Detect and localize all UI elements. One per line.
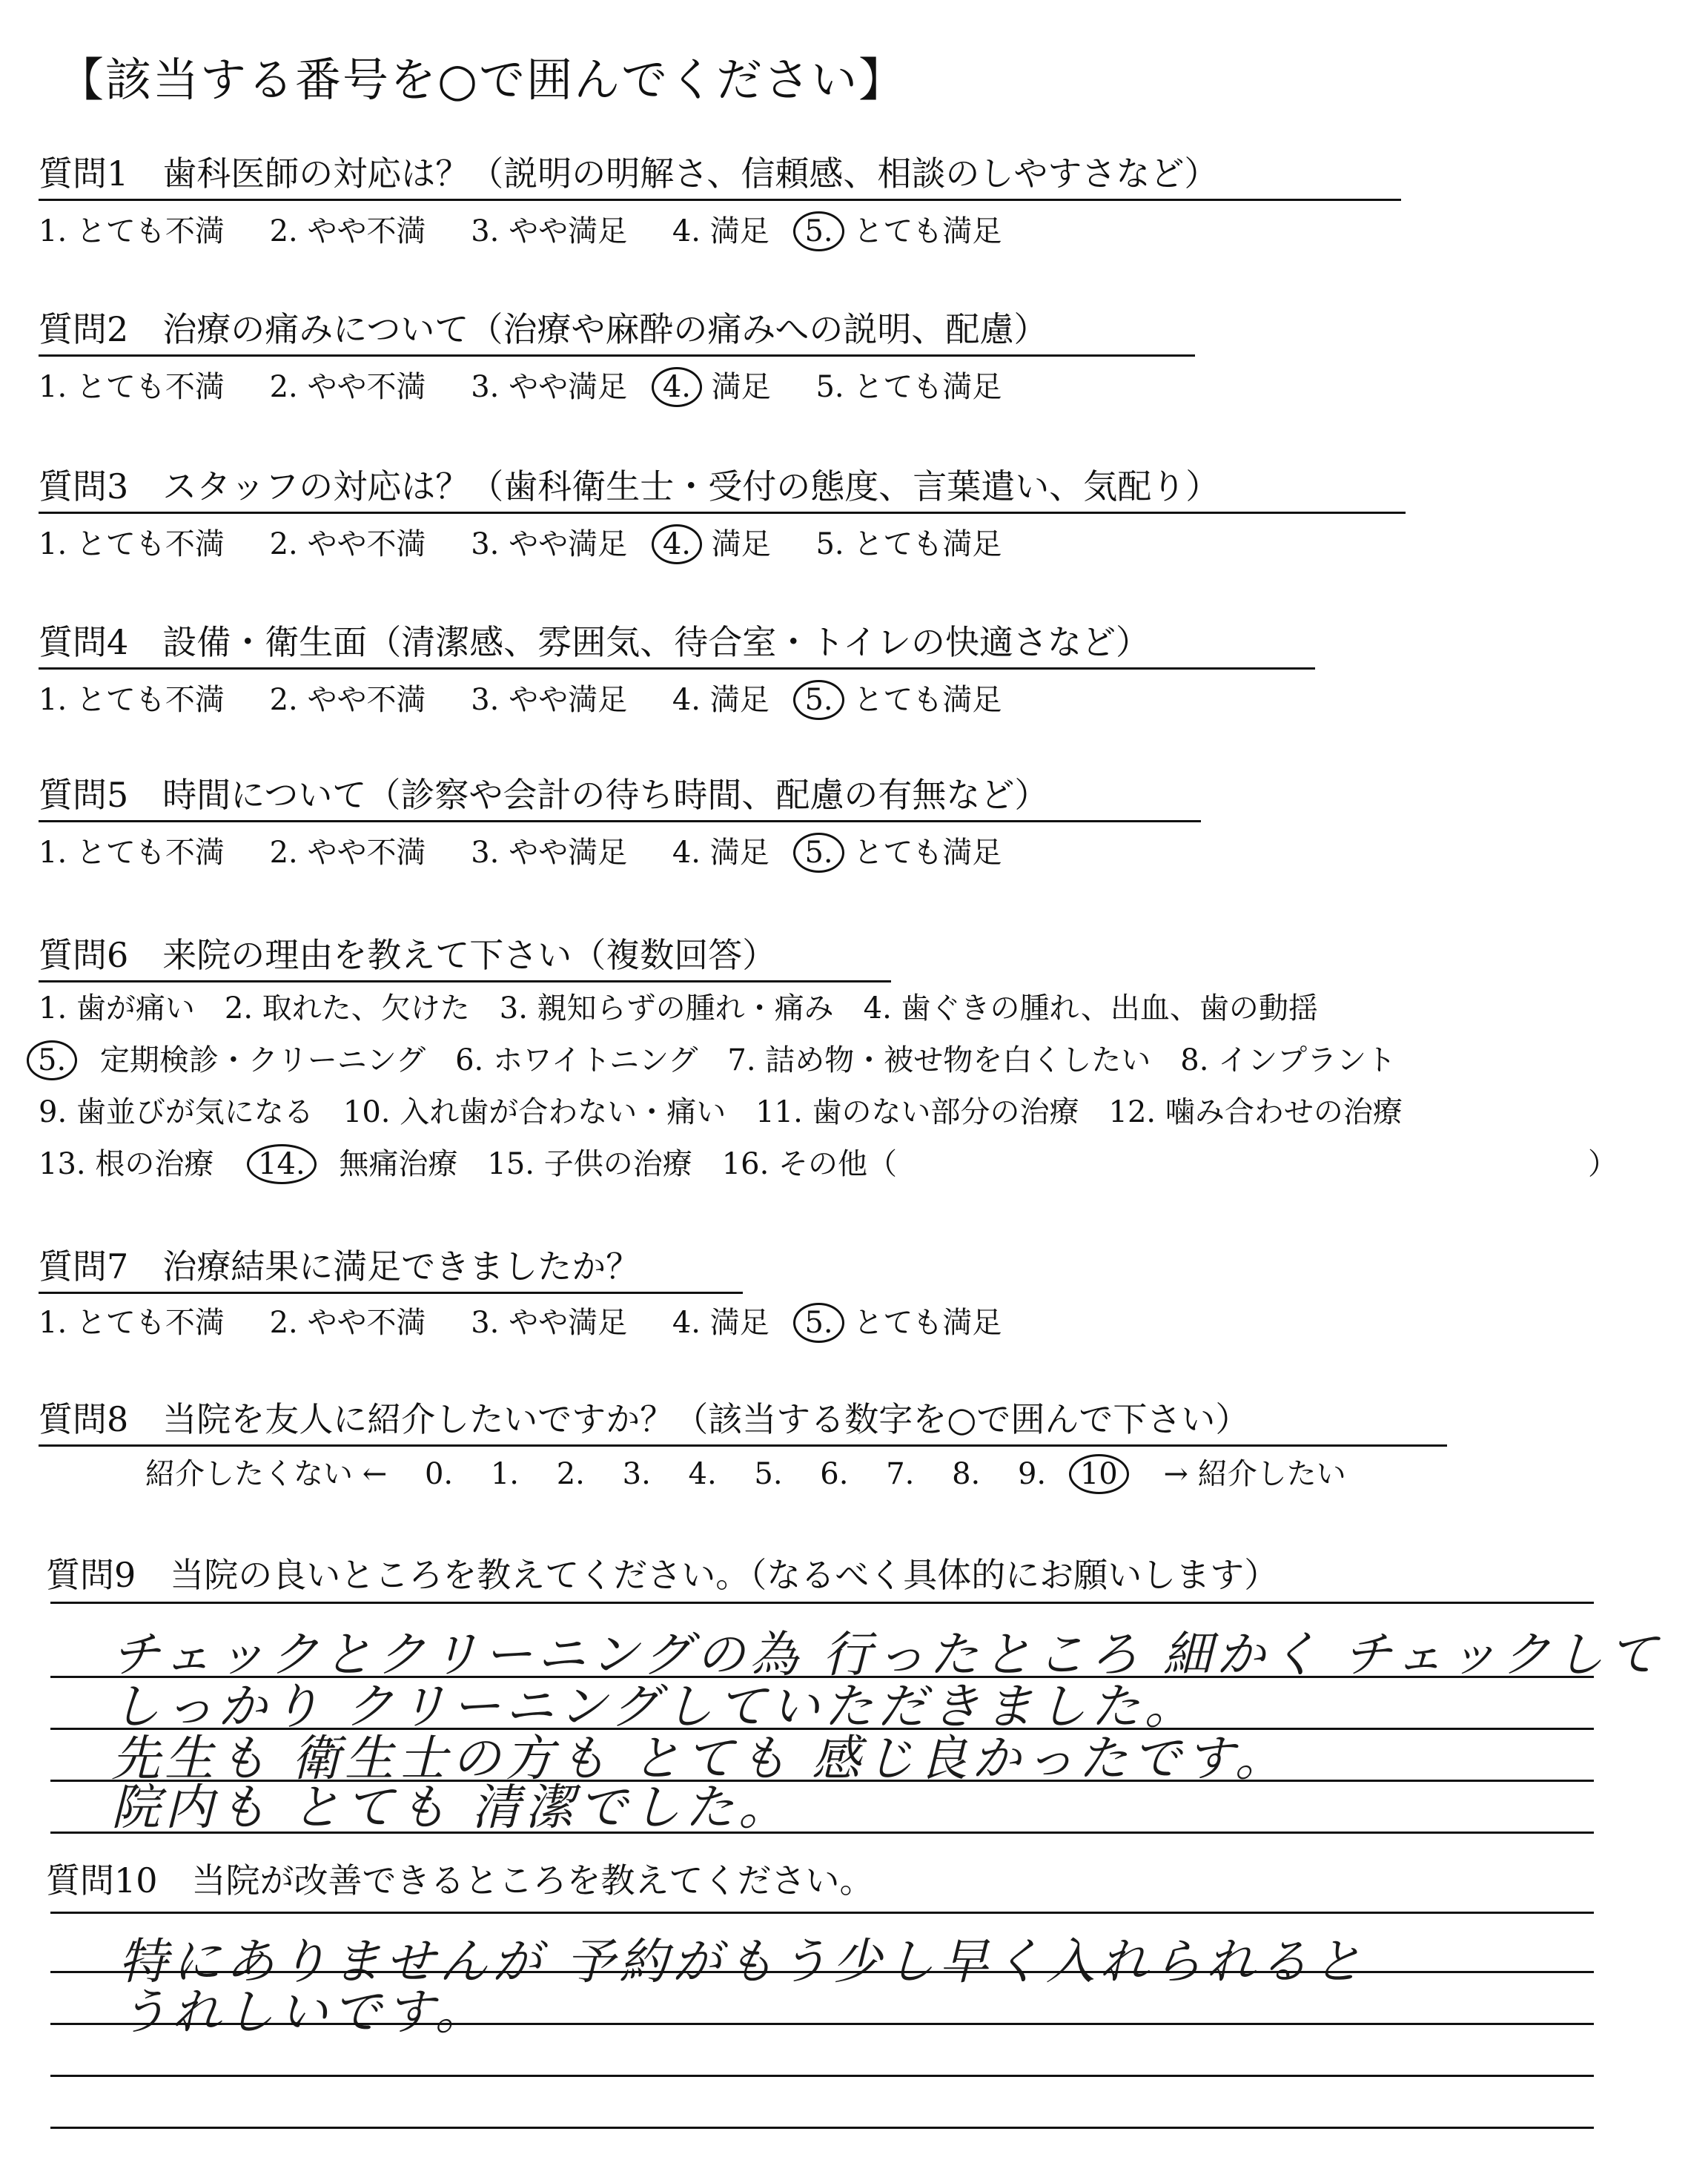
q2-choice-2[interactable]: 2. やや不満 (269, 370, 426, 404)
question-7-choices (39, 1299, 1002, 1343)
q5-choice-5-circled[interactable]: 5. (793, 833, 844, 873)
q3-choice-4-circled[interactable]: 4. (652, 524, 702, 564)
q2-choice-5[interactable]: 5. とても満足 (815, 370, 1002, 404)
question-7-underline (39, 1292, 743, 1294)
question-6-title: 質問6 来院の理由を教えて下さい（複数回答） (39, 935, 777, 975)
q9-answer-line-2: しっかり クリーニングしていただきました。 (111, 1678, 1198, 1735)
question-1-choices (39, 208, 1002, 251)
question-5-underline (39, 820, 1201, 822)
q8-scale-5[interactable]: 5. (754, 1457, 783, 1491)
q9-answer-line-3: 先生も 衛生士の方も とても 感じ良かったです。 (111, 1730, 1288, 1787)
q8-scale-2[interactable]: 2. (556, 1457, 585, 1491)
question-7-title: 質問7 治療結果に満足できましたか？ (39, 1246, 640, 1287)
question-1-underline (39, 199, 1401, 201)
question-1-title: 質問1 歯科医師の対応は？（説明の明解さ、信頼感、相談のしやすさなど） (39, 153, 1219, 194)
question-6-underline (39, 980, 891, 982)
question-2-choices (39, 363, 1002, 407)
q2-choice-4-circled[interactable]: 4. (652, 367, 702, 407)
q9-answer-line-1: チェックとクリーニングの為 行ったところ 細かく チェックして (111, 1626, 1662, 1683)
q8-right-label: → 紹介したい (1163, 1457, 1346, 1491)
q8-scale-1[interactable]: 1. (490, 1457, 520, 1491)
question-2-title: 質問2 治療の痛みについて（治療や麻酔の痛みへの説明、配慮） (39, 309, 1048, 349)
q9-answer-rule-5 (50, 1832, 1594, 1834)
q1-choice-4[interactable]: 4. 満足 (672, 214, 769, 248)
q4-choice-4[interactable]: 4. 満足 (672, 683, 769, 717)
q10-answer-line-2: うれしいです。 (119, 1984, 489, 2041)
q8-scale-4[interactable]: 4. (688, 1457, 717, 1491)
question-5-choices (39, 829, 1002, 873)
q8-scale-10-circled[interactable]: 10 (1069, 1454, 1129, 1494)
q1-choice-5-label: とても満足 (853, 214, 1002, 248)
q6-row-2-rest[interactable]: 定期検診・クリーニング 6. ホワイトニング 7. 詰め物・被せ物を白くしたい 8. インプラント (99, 1043, 1397, 1077)
q10-answer-rule-5 (50, 2127, 1594, 2129)
question-3-underline (39, 512, 1406, 514)
question-6-row-4 (39, 1140, 897, 1184)
q10-answer-rule-4 (50, 2075, 1594, 2077)
question-9-title: 質問9 当院の良いところを教えてください。（なるべく具体的にお願いします） (46, 1555, 1279, 1595)
question-4-underline (39, 667, 1315, 670)
q6-other-close-paren: ） (1588, 1147, 1618, 1181)
q7-choice-2[interactable]: 2. やや不満 (269, 1306, 426, 1340)
question-8-title: 質問8 当院を友人に紹介したいですか？（該当する数字を○で囲んで下さい） (39, 1399, 1250, 1439)
question-3-title: 質問3 スタッフの対応は？（歯科衛生士・受付の態度、言葉遣い、気配り） (39, 466, 1220, 506)
q8-scale-6[interactable]: 6. (820, 1457, 849, 1491)
question-2-underline (39, 354, 1195, 357)
q5-choice-1[interactable]: 1. とても不満 (39, 836, 225, 870)
question-10-title: 質問10 当院が改善できるところを教えてください。 (46, 1860, 874, 1900)
q7-choice-5-label: とても満足 (853, 1306, 1002, 1340)
q2-choice-1[interactable]: 1. とても不満 (39, 370, 225, 404)
q3-choice-1[interactable]: 1. とても不満 (39, 527, 225, 561)
question-8-underline (39, 1444, 1447, 1447)
q6-choice-5-circled[interactable]: 5. (27, 1040, 77, 1080)
question-8-scale (145, 1450, 1346, 1494)
q6-choice-13[interactable]: 13. 根の治療 (39, 1147, 214, 1181)
q5-choice-3[interactable]: 3. やや満足 (471, 836, 628, 870)
q4-choice-3[interactable]: 3. やや満足 (471, 683, 628, 717)
q4-choice-1[interactable]: 1. とても不満 (39, 683, 225, 717)
q5-choice-5-label: とても満足 (853, 836, 1002, 870)
q5-choice-2[interactable]: 2. やや不満 (269, 836, 426, 870)
q3-choice-4-label: 満足 (711, 527, 771, 561)
q4-choice-5-label: とても満足 (853, 683, 1002, 717)
q6-row-4-rest[interactable]: 無痛治療 15. 子供の治療 16. その他（ (339, 1147, 898, 1181)
q3-choice-5[interactable]: 5. とても満足 (815, 527, 1002, 561)
q10-answer-line-1: 特にありませんが 予約がもう少し早く入れられると (119, 1933, 1366, 1990)
q1-choice-1[interactable]: 1. とても不満 (39, 214, 225, 248)
q8-scale-0[interactable]: 0. (424, 1457, 454, 1491)
question-5-title: 質問5 時間について（診察や会計の待ち時間、配慮の有無など） (39, 775, 1049, 815)
q1-choice-5-circled[interactable]: 5. (793, 211, 844, 251)
form-heading: 【該当する番号を○で囲んでください】 (58, 53, 907, 107)
q10-answer-rule-3 (50, 2023, 1594, 2025)
q8-scale-8[interactable]: 8. (952, 1457, 981, 1491)
q9-answer-line-4: 院内も とても 清潔でした。 (111, 1779, 792, 1836)
q1-choice-2[interactable]: 2. やや不満 (269, 214, 426, 248)
q2-choice-4-label: 満足 (711, 370, 771, 404)
question-6-row-1[interactable]: 1. 歯が痛い 2. 取れた、欠けた 3. 親知らずの腫れ・痛み 4. 歯ぐきの腫れ、出血、歯の動揺 (39, 991, 1318, 1025)
q10-answer-rule-1 (50, 1912, 1594, 1914)
q8-scale-3[interactable]: 3. (622, 1457, 651, 1491)
q5-choice-4[interactable]: 4. 満足 (672, 836, 769, 870)
question-4-choices (39, 676, 1002, 720)
q4-choice-5-circled[interactable]: 5. (793, 680, 844, 720)
q7-choice-3[interactable]: 3. やや満足 (471, 1306, 628, 1340)
question-3-choices (39, 521, 1002, 564)
question-4-title: 質問4 設備・衛生面（清潔感、雰囲気、待合室・トイレの快適さなど） (39, 622, 1150, 662)
q2-choice-3[interactable]: 3. やや満足 (471, 370, 628, 404)
q1-choice-3[interactable]: 3. やや満足 (471, 214, 628, 248)
q7-choice-4[interactable]: 4. 満足 (672, 1306, 769, 1340)
q8-scale-7[interactable]: 7. (886, 1457, 915, 1491)
question-6-row-2 (27, 1037, 1396, 1080)
q4-choice-2[interactable]: 2. やや不満 (269, 683, 426, 717)
q8-left-label: 紹介したくない ← (145, 1457, 388, 1491)
q8-scale-9[interactable]: 9. (1017, 1457, 1047, 1491)
q7-choice-5-circled[interactable]: 5. (793, 1303, 844, 1343)
q3-choice-2[interactable]: 2. やや不満 (269, 527, 426, 561)
q6-choice-14-circled[interactable]: 14. (247, 1144, 317, 1184)
question-6-row-3[interactable]: 9. 歯並びが気になる 10. 入れ歯が合わない・痛い 11. 歯のない部分の治療 12. 噛み合わせの治療 (39, 1095, 1403, 1129)
q9-answer-rule-1 (50, 1602, 1594, 1604)
q7-choice-1[interactable]: 1. とても不満 (39, 1306, 225, 1340)
q3-choice-3[interactable]: 3. やや満足 (471, 527, 628, 561)
